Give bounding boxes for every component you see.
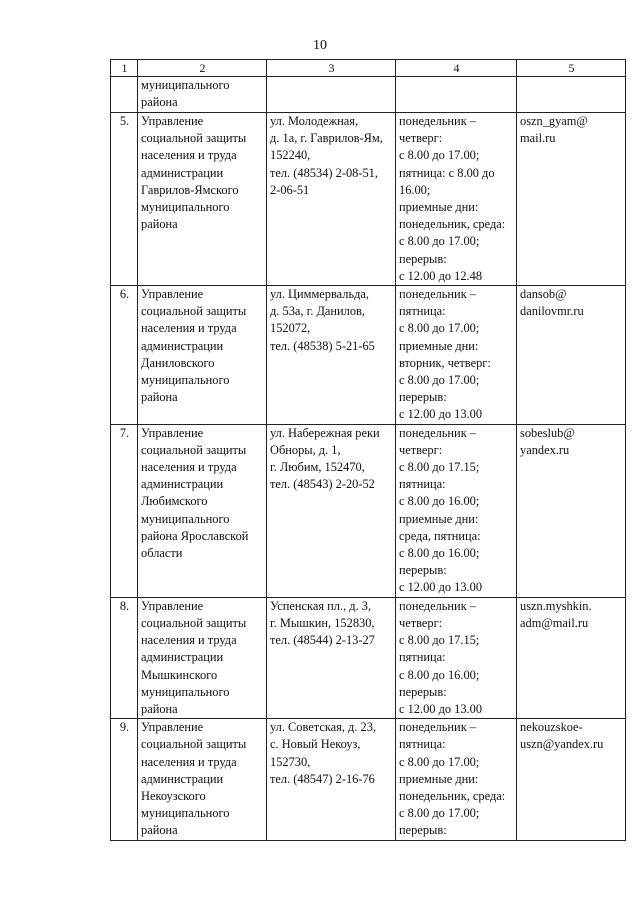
row-number-cell: [111, 77, 138, 113]
organization-name-cell: Управление социальной защиты населения и труда администрации Гаврилов-Ямского муниципального района: [138, 113, 267, 286]
organization-name-cell: Управление социальной защиты населения и труда администрации Некоузского муниципального района: [138, 719, 267, 840]
organization-name-cell: Управление социальной защиты населения и труда администрации Мышкинского муниципального района: [138, 597, 267, 718]
email-cell: sobeslub@ yandex.ru: [517, 424, 626, 597]
email-cell: dansob@ danilovmr.ru: [517, 286, 626, 425]
email-cell: oszn_gyam@ mail.ru: [517, 113, 626, 286]
address-cell: ул. Молодежная, д. 1а, г. Гаврилов-Ям, 152240, тел. (48534) 2-08-51, 2-06-51: [267, 113, 396, 286]
organization-name-cell: муниципального района: [138, 77, 267, 113]
table-row: [111, 719, 626, 840]
working-hours-cell: понедельник – пятница: с 8.00 до 17.00; приемные дни: понедельник, среда: с 8.00 до 17.00; перерыв:: [396, 719, 517, 840]
working-hours-cell: понедельник – пятница: с 8.00 до 17.00; приемные дни: вторник, четверг: с 8.00 до 17.00; перерыв: с 12.00 до 13.00: [396, 286, 517, 425]
row-number-cell: 5.: [111, 113, 138, 286]
address-cell: ул. Циммервальда, д. 53а, г. Данилов, 152072, тел. (48538) 5-21-65: [267, 286, 396, 425]
address-cell: Успенская пл., д. 3, г. Мышкин, 152830, тел. (48544) 2-13-27: [267, 597, 396, 718]
column-number: 5: [517, 60, 626, 77]
address-cell: ул. Советская, д. 23, с. Новый Некоуз, 152730, тел. (48547) 2-16-76: [267, 719, 396, 840]
table-row: [111, 424, 626, 597]
column-number: 3: [267, 60, 396, 77]
row-number-cell: 7.: [111, 424, 138, 597]
organization-name-cell: Управление социальной защиты населения и труда администрации Любимского муниципального района Ярославской области: [138, 424, 267, 597]
working-hours-cell: [396, 77, 517, 113]
email-cell: uszn.myshkin. adm@mail.ru: [517, 597, 626, 718]
column-number-row: [111, 60, 626, 77]
working-hours-cell: понедельник – четверг: с 8.00 до 17.15; пятница: с 8.00 до 16.00; перерыв: с 12.00 до 13.00: [396, 597, 517, 718]
row-number-cell: 8.: [111, 597, 138, 718]
column-number: 4: [396, 60, 517, 77]
table-row: [111, 597, 626, 718]
email-cell: [517, 77, 626, 113]
table-row: [111, 113, 626, 286]
address-cell: [267, 77, 396, 113]
email-cell: nekouzskoe- uszn@yandex.ru: [517, 719, 626, 840]
address-cell: ул. Набережная реки Обноры, д. 1, г. Любим, 152470, тел. (48543) 2-20-52: [267, 424, 396, 597]
column-number: 1: [111, 60, 138, 77]
column-number: 2: [138, 60, 267, 77]
working-hours-cell: понедельник – четверг: с 8.00 до 17.15; пятница: с 8.00 до 16.00; приемные дни: среда, пятница: с 8.00 до 16.00; перерыв: с 12.00 до 13.00: [396, 424, 517, 597]
row-number-cell: 9.: [111, 719, 138, 840]
organization-name-cell: Управление социальной защиты населения и труда администрации Даниловского муниципального района: [138, 286, 267, 425]
contacts-table: [110, 59, 626, 841]
continuation-row: [111, 77, 626, 113]
working-hours-cell: понедельник – четверг: с 8.00 до 17.00; пятница: с 8.00 до 16.00; приемные дни: понедельник, среда: с 8.00 до 17.00; перерыв: с 12.00 до 12.48: [396, 113, 517, 286]
row-number-cell: 6.: [111, 286, 138, 425]
table-row: [111, 286, 626, 425]
page-number: 10: [313, 38, 327, 53]
